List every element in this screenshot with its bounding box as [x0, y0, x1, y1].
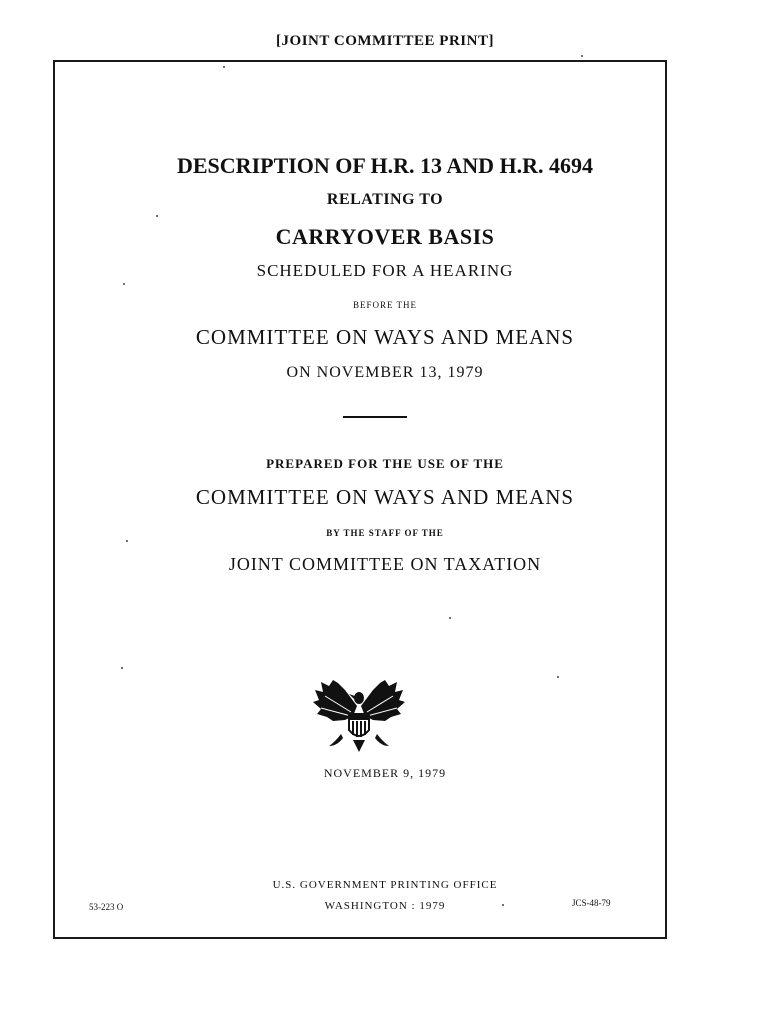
scan-speck	[121, 667, 123, 669]
before-the-line: BEFORE THE	[352, 300, 418, 310]
printer-name: U.S. GOVERNMENT PRINTING OFFICE	[272, 879, 498, 891]
header-label: [JOINT COMMITTEE PRINT]	[276, 33, 494, 49]
scan-speck	[502, 904, 504, 906]
code-left: 53-223 O	[89, 902, 124, 912]
divider-rule	[343, 416, 407, 418]
by-staff-line: BY THE STAFF OF THE	[326, 528, 444, 538]
prepared-for-line: PREPARED FOR THE USE OF THE	[266, 456, 504, 471]
scan-speck	[223, 66, 225, 68]
scan-speck	[126, 540, 128, 542]
scan-speck	[581, 55, 583, 57]
subject-heading: CARRYOVER BASIS	[275, 224, 495, 249]
committee-name: COMMITTEE ON WAYS AND MEANS	[195, 325, 575, 349]
relating-to-line: RELATING TO	[326, 191, 444, 208]
joint-committee-name: JOINT COMMITTEE ON TAXATION	[228, 554, 542, 574]
code-right: JCS-48-79	[572, 898, 611, 908]
publication-date: NOVEMBER 9, 1979	[323, 766, 447, 780]
hearing-date: ON NOVEMBER 13, 1979	[286, 364, 484, 381]
printer-location: WASHINGTON : 1979	[324, 900, 446, 912]
scheduled-line: SCHEDULED FOR A HEARING	[256, 261, 514, 280]
scan-speck	[557, 676, 559, 678]
scan-speck	[123, 283, 125, 285]
committee-name-secondary: COMMITTEE ON WAYS AND MEANS	[195, 485, 575, 509]
scan-speck	[156, 215, 158, 217]
document-title: DESCRIPTION OF H.R. 13 AND H.R. 4694	[177, 153, 593, 178]
eagle-seal-icon	[311, 676, 407, 754]
scan-speck	[449, 617, 451, 619]
